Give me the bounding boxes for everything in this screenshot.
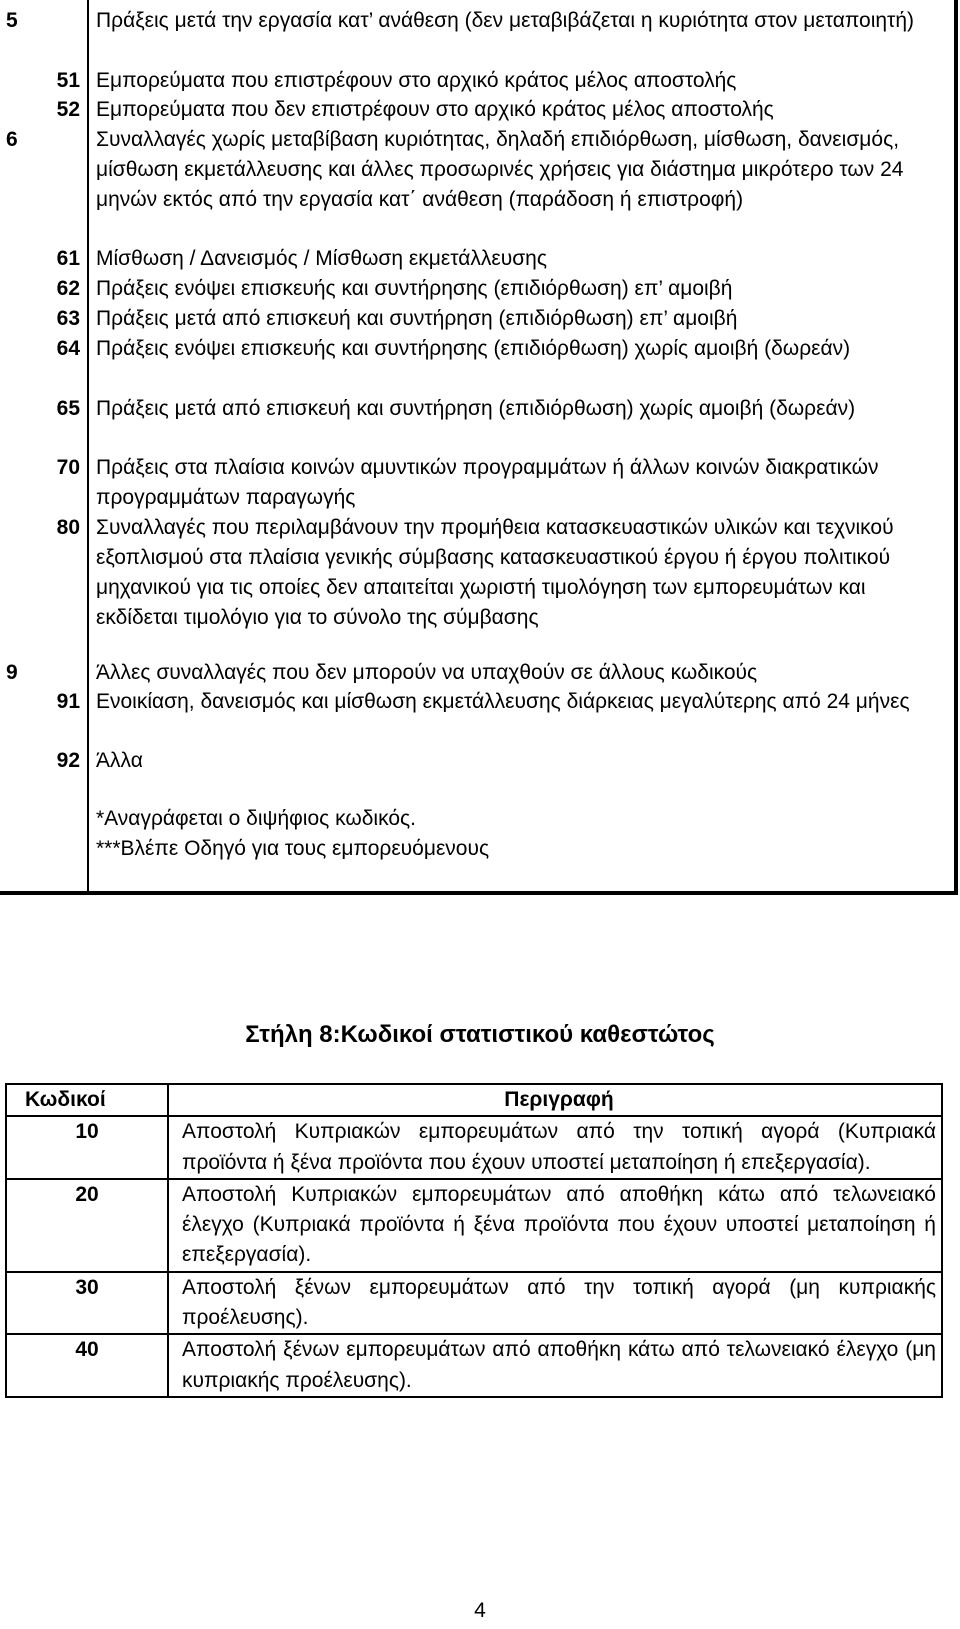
level2-code: 51 bbox=[56, 69, 80, 92]
status-code: 30 bbox=[6, 1272, 168, 1335]
table-row bbox=[6, 1116, 942, 1179]
page-number: 4 bbox=[474, 1599, 486, 1622]
status-description: Αποστολή ξένων εμπορευμάτων από αποθήκη κάτω από τελωνειακό έλεγχο (μη κυπριακής προέλευσης). bbox=[168, 1334, 942, 1397]
level2-code: 62 bbox=[56, 277, 80, 300]
level2-code: 92 bbox=[56, 749, 80, 772]
level2-code: 52 bbox=[56, 98, 80, 121]
table-row bbox=[6, 1334, 942, 1397]
status-code: 20 bbox=[6, 1179, 168, 1272]
row-description: Πράξεις μετά από επισκευή και συντήρηση (επιδιόρθωση) επ’ αμοιβή bbox=[96, 307, 738, 330]
statistical-status-table bbox=[5, 1083, 943, 1398]
row-description: Ενοικίαση, δανεισμός και μίσθωση εκμετάλλευσης διάρκειας μεγαλύτερης από 24 μήνες bbox=[96, 690, 910, 713]
row-description: Συναλλαγές χωρίς μεταβίβαση κυριότητας, δηλαδή επιδιόρθωση, μίσθωση, δανεισμός, μίσθωση εκμετάλλευσης και άλλες προσωρινές χρήσεις για διάστημα μικρότερο των 24 μηνών εκτός από την εργασία κατ΄ ανάθεση (παράδοση ή επιστροφή) bbox=[96, 128, 904, 212]
row-description: Πράξεις μετά από επισκευή και συντήρηση (επιδιόρθωση) χωρίς αμοιβή (δωρεάν) bbox=[96, 397, 856, 420]
row-description: Πράξεις ενόψει επισκευής και συντήρησης (επιδιόρθωση) χωρίς αμοιβή (δωρεάν) bbox=[96, 337, 851, 360]
level2-code: 65 bbox=[56, 397, 80, 420]
row-description: Συναλλαγές που περιλαμβάνουν την προμήθεια κατασκευαστικών υλικών και τεχνικού εξοπλισμού στα πλαίσια γενικής σύμβασης κατασκευαστικού έργου ή έργου πολιτικού μηχανικού για τις οποίες δεν απαιτείται χωριστή τιμολόγηση των εμπορευμάτων και εκδίδεται τιμολόγιο για το σύνολο της σύμβασης bbox=[96, 516, 894, 630]
row-description: Πράξεις μετά την εργασία κατ’ ανάθεση (δεν μεταβιβάζεται η κυριότητα στον μεταποιητή) bbox=[96, 9, 915, 32]
row-description: Άλλες συναλλαγές που δεν μπορούν να υπαχθούν σε άλλους κωδικούς bbox=[96, 661, 758, 684]
row-description: Πράξεις στα πλαίσια κοινών αμυντικών προγραμμάτων ή άλλων κοινών διακρατικών προγραμμάτων παραγωγής bbox=[96, 456, 879, 510]
table-row bbox=[6, 1179, 942, 1272]
section-title: Στήλη 8:Κωδικοί στατιστικού καθεστώτος bbox=[245, 1021, 715, 1048]
status-description: Αποστολή Κυπριακών εμπορευμάτων από αποθήκη κάτω από τελωνειακό έλεγχο (Κυπριακά προϊόντα ή ξένα προϊόντα που έχουν υποστεί μεταποίηση ή επεξεργασία). bbox=[168, 1179, 942, 1272]
table-row bbox=[6, 1272, 942, 1335]
level1-code: 9 bbox=[6, 661, 18, 684]
footnotes bbox=[96, 804, 936, 864]
status-code: 10 bbox=[6, 1116, 168, 1179]
level2-code: 64 bbox=[56, 337, 80, 360]
footnote-trader-guide: ***Βλέπε Οδηγό για τους εμπορευόμενους bbox=[96, 837, 490, 860]
row-description: Εμπορεύματα που δεν επιστρέφουν στο αρχικό κράτος μέλος αποστολής bbox=[96, 98, 774, 121]
level2-code: 91 bbox=[56, 690, 80, 713]
level2-code: 63 bbox=[56, 307, 80, 330]
level2-code: 61 bbox=[56, 247, 80, 270]
row-description: Άλλα bbox=[96, 749, 143, 772]
status-description: Αποστολή ξένων εμπορευμάτων από την τοπική αγορά (μη κυπριακής προέλευσης). bbox=[168, 1272, 942, 1335]
row-description: Εμπορεύματα που επιστρέφουν στο αρχικό κράτος μέλος αποστολής bbox=[96, 69, 737, 92]
header-description: Περιγραφή bbox=[168, 1084, 942, 1116]
table-header-row bbox=[6, 1084, 942, 1116]
status-description: Αποστολή Κυπριακών εμπορευμάτων από την τοπική αγορά (Κυπριακά προϊόντα ή ξένα προϊόντα που έχουν υποστεί μεταποίηση ή επεξεργασία). bbox=[168, 1116, 942, 1179]
level2-code: 80 bbox=[56, 516, 80, 539]
level1-code: 5 bbox=[6, 9, 18, 32]
row-description: Μίσθωση / Δανεισμός / Μίσθωση εκμετάλλευσης bbox=[96, 247, 547, 270]
status-code: 40 bbox=[6, 1334, 168, 1397]
row-description: Πράξεις ενόψει επισκευής και συντήρησης (επιδιόρθωση) επ’ αμοιβή bbox=[96, 277, 733, 300]
level2-code: 70 bbox=[56, 456, 80, 479]
header-codes: Κωδικοί bbox=[6, 1084, 168, 1116]
footnote-digit-code: *Αναγράφεται ο διψήφιος κωδικός. bbox=[96, 807, 416, 830]
level1-code: 6 bbox=[6, 128, 18, 151]
column-divider bbox=[87, 0, 89, 891]
